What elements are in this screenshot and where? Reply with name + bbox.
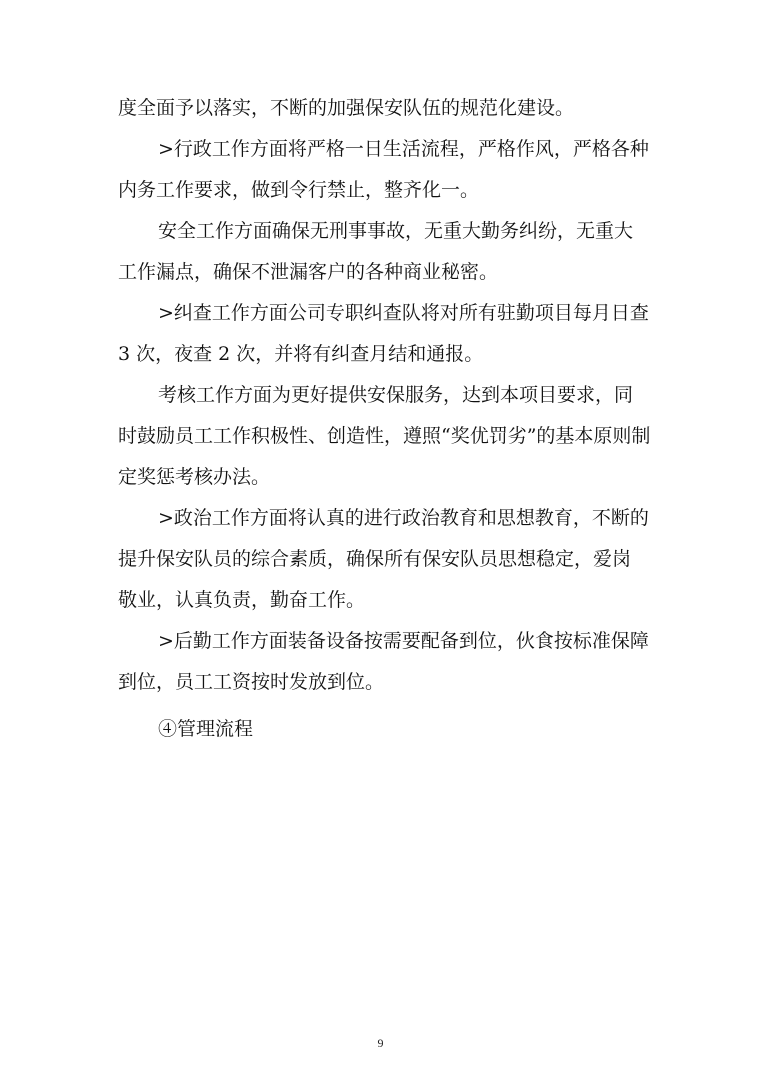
paragraph-3-line-2: 工作漏点，确保不泄漏客户的各种商业秘密。 <box>118 261 499 283</box>
document-body <box>118 88 651 750</box>
paragraph-4-line-2: 3 次，夜查 2 次，并将有纠查月结和通报。 <box>118 343 484 365</box>
paragraph-3-line-1: 安全工作方面确保无刑事事故，无重大勤务纠纷，无重大 <box>158 220 634 242</box>
page-number: 9 <box>377 1036 384 1050</box>
paragraph-7-line-2: 到位，员工工资按时发放到位。 <box>118 671 385 693</box>
paragraph-6-line-3: 敬业，认真负责，勤奋工作。 <box>118 589 366 611</box>
paragraph-4-line-1: >纠查工作方面公司专职纠查队将对所有驻勤项目每月日查 <box>158 302 649 324</box>
paragraph-6-line-2: 提升保安队员的综合素质，确保所有保安队员思想稳定，爱岗 <box>118 548 632 570</box>
paragraph-6-line-1: >政治工作方面将认真的进行政治教育和思想教育，不断的 <box>158 507 649 529</box>
section-heading: ④管理流程 <box>158 718 254 740</box>
paragraph-2-line-1: >行政工作方面将严格一日生活流程，严格作风，严格各种 <box>158 138 649 160</box>
paragraph-7-line-1: >后勤工作方面装备设备按需要配备到位，伙食按标准保障 <box>158 630 649 652</box>
paragraph-1-line-1: 度全面予以落实，不断的加强保安队伍的规范化建设。 <box>118 97 575 119</box>
paragraph-5-line-1: 考核工作方面为更好提供安保服务，达到本项目要求，同 <box>158 384 634 406</box>
paragraph-5-line-2: 时鼓励员工工作积极性、创造性，遵照“奖优罚劣”的基本原则制 <box>118 425 651 447</box>
paragraph-5-line-3: 定奖惩考核办法。 <box>118 466 271 488</box>
paragraph-2-line-2: 内务工作要求，做到令行禁止，整齐化一。 <box>118 179 480 201</box>
